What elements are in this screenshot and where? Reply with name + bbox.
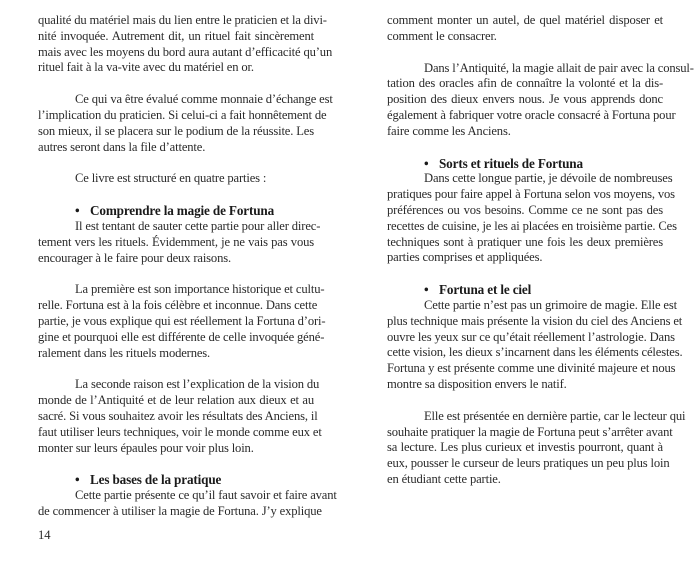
bullet-icon: • [75,203,80,219]
text-line: préférences ou vos besoins. Comme ce ne sont pas des [387,202,663,217]
text-line: Dans cette longue partie, je dévoile de nombreuses [424,171,673,186]
text-line: parties comprises et appliquées. [387,250,543,265]
text-line: autres seront dans la file d’attente. [38,139,206,154]
text-line: ouvre les yeux sur ce qu’était réellement l’astrologie. Dans [387,329,675,344]
text-line: souhaite pratiquer la magie de Fortuna peut s’arrêter avant [387,424,673,439]
text-line: techniques sont à pratiquer une fois les deux premières [387,234,663,249]
section-heading-text: Comprendre la magie de Fortuna [90,203,275,219]
paragraph [387,13,663,45]
section-heading [38,472,314,488]
text-line: monter sur leurs épaules pour voir plus loin. [38,440,254,455]
text-line: qualité du matériel mais du lien entre le praticien et la divi- [38,13,327,27]
text-line: nité invoquée. Autrement dit, un rituel fait sincèrement [38,28,314,43]
text-line: faire comme les Anciens. [387,123,511,138]
text-line: Cette partie présente ce qu’il faut savoir et faire avant [75,488,337,503]
text-line: position des dieux envers nous. Je vous apprends donc [387,92,663,107]
paragraph [387,171,677,266]
paragraph [38,218,321,266]
text-line: Ce livre est structuré en quatre parties : [75,171,267,186]
paragraph [38,13,333,76]
text-line: montre sa disposition envers le natif. [387,376,567,391]
text-line: comment le consacrer. [387,28,497,43]
text-line: de commencer à utiliser la magie de Fortuna. J’y explique [38,503,322,518]
paragraph [38,377,322,456]
text-line: monde de l’Antiquité et de leur relation aux dieux et au [38,393,314,408]
text-line: cette vision, les dieux s’incarnent dans les éléments célestes. [387,345,683,360]
paragraph [38,171,314,187]
section-heading-text: Sorts et rituels de Fortuna [439,155,583,171]
text-line: rituel fait à la va-vite avec du matériel en or. [38,60,254,75]
section-heading-text: Fortuna et le ciel [439,282,532,298]
text-line: sa lecture. Les plus curieux et investis pourront, quant à [387,440,663,455]
paragraph [38,488,337,520]
text-line: mais avec les moyens du bord aura autant d’efficacité qu’un [38,44,333,59]
text-line: tement vers les rituels. Évidemment, je ne vais pas vous [38,234,314,249]
text-line: également à fabriquer votre oracle consacré à Fortuna pour [387,107,676,122]
section-heading [38,203,314,219]
section-heading [387,156,663,172]
text-line: l’implication du praticien. Si celui-ci a fait honnêtement de [38,107,327,122]
text-line: pratiques pour faire appel à Fortuna selon vos moyens, vos [387,187,675,202]
text-line: ralement dans les rituels modernes. [38,345,211,360]
text-line: eux, pousser le curseur de leurs pratiques un peu plus loin [387,456,670,471]
text-line: Fortuna y est présente comme une divinité majeure et nous [387,361,676,376]
text-line: plus technique mais présente la vision du ciel des Anciens et [387,313,683,328]
paragraph [38,282,326,361]
left-page [38,13,337,520]
section-heading-text: Les bases de la pratique [90,472,222,488]
text-line: en étudiant cette partie. [387,471,501,486]
text-line: gine et pourquoi elle est différente de celle invoquée géné- [38,329,325,344]
text-line: recettes de cuisine, je les ai placées en troisième partie. Ces [387,218,677,233]
paragraph [38,92,333,155]
text-line: faut utiliser leurs techniques, voir le monde comme eux et [38,424,322,439]
text-line: Cette partie n’est pas un grimoire de magie. Elle est [424,297,677,312]
bullet-icon: • [424,155,429,171]
bullet-icon: • [424,282,429,298]
paragraph [387,60,694,140]
text-line: comment monter un autel, de quel matériel disposer et [387,13,663,27]
page-number: 14 [38,528,51,542]
paragraph [387,408,686,488]
text-line: partie, je vous explique qui est réellement la Fortuna d’ori- [38,313,326,328]
paragraph [387,297,683,393]
section-heading [387,282,663,298]
text-line: encourager à le faire pour deux raisons. [38,250,231,265]
text-line: son mieux, il se placera sur le podium de la réussite. Les [38,123,314,138]
text-line: La seconde raison est l’explication de la vision du [75,377,320,392]
text-line: relle. Fortuna est à la fois célèbre et inconnue. Dans cette [38,298,318,313]
text-line: sacré. Si vous souhaitez avoir les résultats des Anciens, il [38,408,318,423]
text-line: Dans l’Antiquité, la magie allait de pair avec la consul- [424,60,694,75]
right-page [387,13,694,504]
bullet-icon: • [75,472,80,488]
text-line: Elle est présentée en dernière partie, car le lecteur qui [424,408,686,423]
text-line: Il est tentant de sauter cette partie pour aller direc- [75,218,321,233]
text-line: La première est son importance historique et cultu- [75,282,325,297]
text-line: Ce qui va être évalué comme monnaie d’échange est [75,92,333,107]
text-line: tation des oracles afin de connaître la volonté et la dis- [387,76,663,91]
